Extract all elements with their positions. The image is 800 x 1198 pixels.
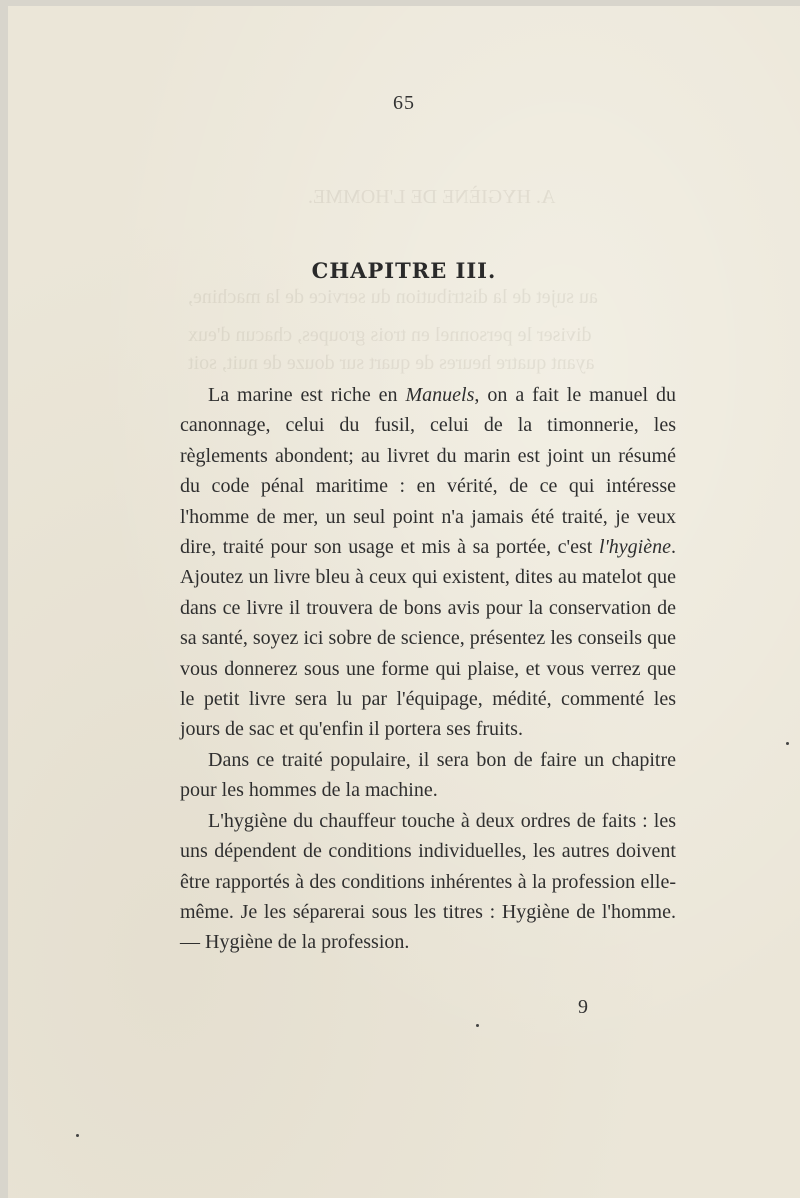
show-through-text: diviser le personnel en trois groupes, chacun d'eux	[188, 324, 592, 346]
emphasis-manuels: Manuels	[405, 384, 475, 406]
book-page	[8, 6, 800, 1198]
show-through-text: au sujet de la distribution du service de la machine,	[188, 286, 598, 308]
paragraph-1: La marine est riche en Manuels, on a fait le manuel du canonnage, celui du fusil, celui de la timonnerie, les règlements abondent; au livret du marin est joint un résumé du code pénal maritime : en vérité, de ce qui intéresse l'homme de mer, un seul point n'a jamais été traité, je veux dire, traité pour son usage et mis à sa portée, c'est l'hygiène. Ajoutez un livre bleu à ceux qui existent, dites au matelot que dans ce livre il trouvera de bons avis pour la conservation de sa santé, soyez ici sobre de science, présentez les conseils que vous donnerez sous une forme qui plaise, et vous verrez que le petit livre sera lu par l'équipage, médité, commenté les jours de sac et qu'enfin il portera ses fruits.	[180, 384, 677, 741]
show-through-text: ayant quatre heures de quart sur douze de nuit, soit	[188, 352, 595, 374]
signature-mark: 9	[578, 996, 588, 1018]
paper-speck	[76, 1134, 79, 1137]
paragraph-2: Dans ce traité populaire, il sera bon de faire un chapitre pour les hommes de la machine.	[180, 748, 676, 802]
paragraph-3: L'hygiène du chauffeur touche à deux ordres de faits : les uns dépendent de conditions individuelles, les autres doivent être rapportés à des conditions inhérentes à la profession elle-même. Je les séparerai sous les titres : Hygiène de l'homme. — Hygiène de la profession.	[180, 809, 676, 954]
body-text	[180, 380, 676, 958]
show-through-text: A. HYGIÈNE DE L'HOMME.	[308, 186, 556, 208]
paper-speck	[786, 742, 789, 745]
page-number: 65	[393, 92, 415, 114]
emphasis-hygiene: l'hygiène	[598, 536, 671, 559]
paper-speck	[476, 1024, 479, 1027]
chapter-title: CHAPITRE III.	[311, 258, 497, 283]
